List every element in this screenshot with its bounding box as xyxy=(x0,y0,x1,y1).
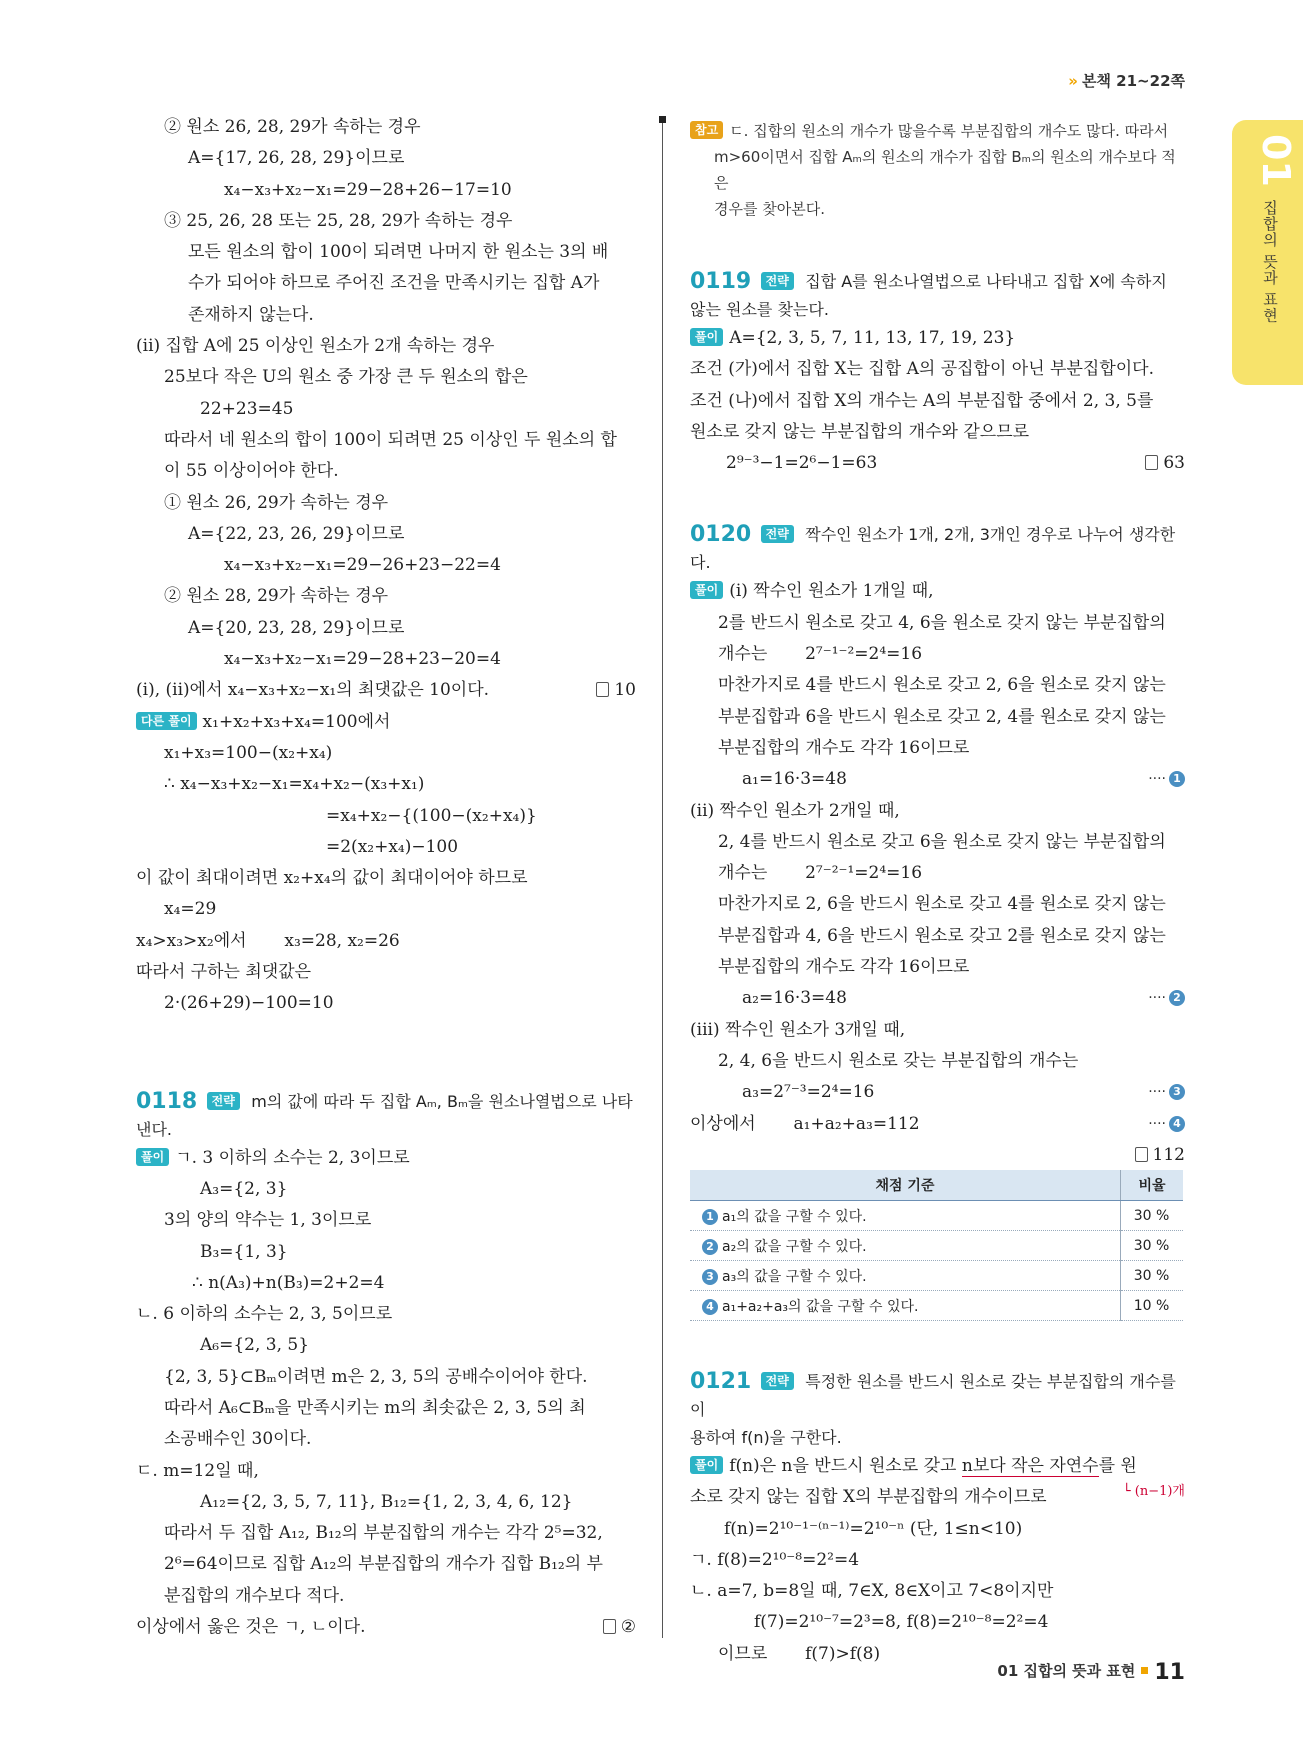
answer-mark xyxy=(1145,448,1185,479)
criteria-cell: 2 a₂의 값을 구할 수 있다. xyxy=(690,1231,1121,1261)
text-line: 따라서 두 집합 A₁₂, B₁₂의 부분집합의 개수는 각각 2⁵=32, xyxy=(164,1523,603,1544)
equation-line: x₄=29 xyxy=(164,899,217,920)
text-line: 수가 되어야 하므로 주어진 조건을 만족시키는 집합 A가 xyxy=(188,273,600,294)
text-line: 분집합의 개수보다 적다. xyxy=(164,1585,345,1606)
step-number-icon: 3 xyxy=(1169,1084,1185,1100)
text-line: (iii) 짝수인 원소가 3개일 때, xyxy=(690,1019,906,1040)
equation-line: =2(x₂+x₄)−100 xyxy=(326,836,459,857)
reference-badge: 참고 xyxy=(690,121,723,139)
grading-header-row xyxy=(690,1170,1183,1201)
criteria-cell: 1 a₁의 값을 구할 수 있다. xyxy=(690,1201,1121,1231)
equation-line xyxy=(690,983,1185,1014)
equation-line xyxy=(690,1077,1185,1108)
step-number-icon: 2 xyxy=(1169,990,1185,1006)
table-row xyxy=(690,1291,1183,1321)
text-line: 마찬가지로 4를 반드시 원소로 갖고 2, 6을 원소로 갖지 않는 xyxy=(718,675,1166,696)
text: ㄱ. 3 이하의 소수는 2, 3이므로 xyxy=(175,1147,410,1168)
problem-number: 0118 xyxy=(136,1088,198,1114)
text-line: A={17, 26, 28, 29}이므로 xyxy=(188,148,405,169)
footer-chapter: 01 집합의 뜻과 표현 xyxy=(997,1662,1136,1680)
strategy-text: 않는 원소를 찾는다. xyxy=(690,300,829,319)
equation-text: x₁+x₂+x₃+x₄=100에서 xyxy=(202,711,391,732)
text-line: A={22, 23, 26, 29}이므로 xyxy=(188,523,405,544)
equation-line: ∴ n(A₃)+n(B₃)=2+2=4 xyxy=(192,1272,385,1293)
text-line xyxy=(136,1612,636,1643)
text-line: 2, 4, 6을 반드시 원소로 갖는 부분집합의 개수는 xyxy=(718,1050,1079,1071)
answer-box-icon xyxy=(1145,455,1158,470)
text-line xyxy=(136,707,636,738)
equation-text: a₁=16·3=48 xyxy=(742,769,847,790)
equation-line: B₃={1, 3} xyxy=(200,1241,288,1262)
text-line: 따라서 A₆⊂Bₘ을 만족시키는 m의 최솟값은 2, 3, 5의 최 xyxy=(164,1397,586,1418)
text-line: 따라서 구하는 최댓값은 xyxy=(136,962,312,983)
strategy-badge: 전략 xyxy=(761,1372,794,1390)
text-line: 2, 4를 반드시 원소로 갖고 6을 원소로 갖지 않는 부분집합의 xyxy=(718,831,1166,852)
page-footer xyxy=(997,1660,1185,1685)
problem-number: 0121 xyxy=(690,1369,752,1394)
chapter-title: 집합의 뜻과 표현 xyxy=(1261,200,1279,324)
equation-line: f(7)=2¹⁰⁻⁷=2³=8, f(8)=2¹⁰⁻⁸=2²=4 xyxy=(754,1612,1049,1633)
criteria-cell: 3 a₃의 값을 구할 수 있다. xyxy=(690,1261,1121,1291)
text-line: 모든 원소의 합이 100이 되려면 나머지 한 원소는 3의 배 xyxy=(188,242,609,263)
text-line: 소공배수인 30이다. xyxy=(164,1429,312,1450)
strategy-text: m의 값에 따라 두 집합 Aₘ, Bₘ을 원소나열법으로 나타 xyxy=(251,1091,633,1111)
problem-number: 0119 xyxy=(690,269,752,294)
equation-line: A₆={2, 3, 5} xyxy=(200,1335,310,1356)
strategy-text: 집합 A를 원소나열법으로 나타내고 집합 X에 속하지 xyxy=(805,272,1167,291)
text-line: 부분집합의 개수도 각각 16이므로 xyxy=(718,737,970,758)
solution-badge: 풀이 xyxy=(690,1456,723,1474)
grading-header-ratio: 비율 xyxy=(1121,1170,1184,1201)
equation-text: a₂=16·3=48 xyxy=(742,988,847,1009)
strategy-text: 용하여 f(n)을 구한다. xyxy=(690,1428,842,1447)
equation-line: x₄−x₃+x₂−x₁=29−28+23−20=4 xyxy=(224,649,501,670)
text-line: 부분집합과 6을 반드시 원소로 갖고 2, 4를 원소로 갖지 않는 xyxy=(718,706,1166,727)
strategy-badge: 전략 xyxy=(761,525,794,543)
text-line: 조건 (나)에서 집합 X의 개수는 A의 부분집합 중에서 2, 3, 5를 xyxy=(690,390,1154,411)
ratio-cell: 30 % xyxy=(1121,1201,1184,1231)
step-number-icon: 1 xyxy=(1169,771,1185,787)
text-line: 이므로 f(7)>f(8) xyxy=(718,1643,881,1664)
step-number-icon: 3 xyxy=(702,1269,718,1285)
table-row xyxy=(690,1201,1183,1231)
reference-text: ㄷ. 집합의 원소의 개수가 많을수록 부분집합의 개수도 많다. 따라서 xyxy=(729,122,1169,140)
text-line: 개수는 2⁷⁻¹⁻²=2⁴=16 xyxy=(718,644,923,665)
text-line: ㄴ. 6 이하의 소수는 2, 3, 5이므로 xyxy=(136,1304,393,1325)
strategy-badge: 전략 xyxy=(207,1092,240,1110)
left-column xyxy=(136,112,636,1643)
text-line: 이 값이 최대이려면 x₂+x₄의 값이 최대이어야 하므로 xyxy=(136,868,528,889)
problem-0120-header xyxy=(690,521,1185,549)
problem-0121-header xyxy=(690,1368,1185,1424)
strategy-text: 특정한 원소를 반드시 원소로 갖는 부분집합의 개수를 이 xyxy=(690,1372,1176,1419)
equation-line: A₃={2, 3} xyxy=(200,1178,288,1199)
right-column xyxy=(690,118,1185,1171)
answer-value: 112 xyxy=(1152,1144,1185,1165)
reference-text: m>60이면서 집합 Aₘ의 원소의 개수가 집합 Bₘ의 원소의 개수보다 적은 xyxy=(714,148,1176,192)
annotation-note: └ (n−1)개 xyxy=(1122,1484,1185,1500)
text-line: ① 원소 26, 29가 속하는 경우 xyxy=(164,492,389,513)
text-line: ㄱ. f(8)=2¹⁰⁻⁸=2²=4 xyxy=(690,1549,860,1570)
answer-box-icon xyxy=(603,1619,616,1634)
answer-mark xyxy=(1135,1140,1185,1171)
conclusion-text: (i), (ii)에서 x₄−x₃+x₂−x₁의 최댓값은 10이다. xyxy=(136,680,490,701)
answer-mark xyxy=(596,675,636,706)
ratio-cell: 30 % xyxy=(1121,1261,1184,1291)
text-line: {2, 3, 5}⊂Bₘ이려면 m은 2, 3, 5의 공배수이어야 한다. xyxy=(164,1366,588,1387)
underlined-phrase: n보다 작은 자연수 xyxy=(961,1456,1099,1476)
step-marker: ···· 3 xyxy=(1148,1077,1185,1108)
text-line: 소로 갖지 않는 집합 X의 부분집합의 개수이므로 └ (n−1)개 xyxy=(690,1482,1185,1513)
equation-line: 2·(26+29)−100=10 xyxy=(164,993,334,1014)
text-line: 조건 (가)에서 집합 X는 집합 A의 공집합이 아닌 부분집합이다. xyxy=(690,359,1154,380)
text-line: A={20, 23, 28, 29}이므로 xyxy=(188,617,405,638)
text-line: (ii) 짝수인 원소가 2개일 때, xyxy=(690,800,900,821)
step-number-icon: 2 xyxy=(702,1239,718,1255)
equation-text: a₃=2⁷⁻³=2⁴=16 xyxy=(742,1082,875,1103)
text-line: 2⁶=64이므로 집합 A₁₂의 부분집합의 개수가 집합 B₁₂의 부 xyxy=(164,1554,603,1575)
table-row xyxy=(690,1231,1183,1261)
text-line: 25보다 작은 U의 원소 중 가장 큰 두 원소의 합은 xyxy=(164,367,528,388)
equation-line xyxy=(690,764,1185,795)
equation-text: A={2, 3, 5, 7, 11, 13, 17, 19, 23} xyxy=(729,328,1016,348)
text-line: 따라서 네 원소의 합이 100이 되려면 25 이상인 두 원소의 합 xyxy=(164,429,617,450)
chapter-number: 01 xyxy=(1254,134,1298,187)
solution-badge: 풀이 xyxy=(690,581,723,599)
page-number: 11 xyxy=(1154,1660,1185,1685)
strategy-text: 다. xyxy=(690,553,711,573)
equation-line: =x₄+x₂−{(100−(x₂+x₄)} xyxy=(326,805,537,826)
text-line: 풀이 f(n)은 n을 반드시 원소로 갖고 n보다 작은 자연수를 원 xyxy=(690,1451,1185,1482)
column-divider xyxy=(662,118,663,1638)
step-number-icon: 4 xyxy=(702,1299,718,1315)
problem-0121 xyxy=(690,1362,1185,1670)
equation-text: 2⁹⁻³−1=2⁶−1=63 xyxy=(726,453,878,474)
page-reference xyxy=(1068,70,1185,91)
problem-number: 0120 xyxy=(690,522,752,548)
table-row xyxy=(690,1261,1183,1291)
grading-header-criteria: 채점 기준 xyxy=(690,1170,1121,1201)
text-line: 2를 반드시 원소로 갖고 4, 6을 원소로 갖지 않는 부분집합의 xyxy=(718,612,1166,633)
text-line: 존재하지 않는다. xyxy=(188,304,314,325)
criteria-cell: 4 a₁+a₂+a₃의 값을 구할 수 있다. xyxy=(690,1291,1121,1321)
step-number-icon: 4 xyxy=(1169,1116,1185,1132)
text-line: 마찬가지로 2, 6을 반드시 원소로 갖고 4를 원소로 갖지 않는 xyxy=(718,894,1166,915)
step-marker: ···· 4 xyxy=(1148,1109,1185,1140)
strategy-text: 짝수인 원소가 1개, 2개, 3개인 경우로 나누어 생각한 xyxy=(805,525,1176,545)
text: (i) 짝수인 원소가 1개일 때, xyxy=(729,581,934,602)
equation-line: x₁+x₃=100−(x₂+x₄) xyxy=(164,742,333,763)
text-line: 부분집합의 개수도 각각 16이므로 xyxy=(718,957,970,978)
solution-badge: 풀이 xyxy=(136,1148,169,1166)
chapter-side-tab xyxy=(1232,120,1303,385)
text-line: 개수는 2⁷⁻²⁻¹=2⁴=16 xyxy=(718,863,923,884)
problem-0118-header xyxy=(136,1088,636,1116)
text-line: ② 원소 28, 29가 속하는 경우 xyxy=(164,586,389,607)
answer-mark xyxy=(603,1612,636,1643)
answer-value: 63 xyxy=(1163,453,1185,474)
text-line: 이 55 이상이어야 한다. xyxy=(164,461,339,482)
conclusion-text: 이상에서 옳은 것은 ㄱ, ㄴ이다. xyxy=(136,1617,366,1638)
text-line xyxy=(690,576,1185,607)
equation-line: 22+23=45 xyxy=(200,398,294,419)
equation-line: f(n)=2¹⁰⁻¹⁻⁽ⁿ⁻¹⁾=2¹⁰⁻ⁿ (단, 1≤n<10) xyxy=(724,1518,1023,1539)
text-line: ③ 25, 26, 28 또는 25, 28, 29가 속하는 경우 xyxy=(164,210,513,231)
equation-text: 이상에서 a₁+a₂+a₃=112 xyxy=(690,1113,920,1134)
solution-badge: 풀이 xyxy=(690,328,723,346)
reference-note xyxy=(690,118,1185,222)
text-line: ㄷ. m=12일 때, xyxy=(136,1460,259,1481)
double-chevron-icon: » xyxy=(1068,72,1078,90)
text-line: ㄴ. a=7, b=8일 때, 7∈X, 8∈X이고 7<8이지만 xyxy=(690,1581,1054,1602)
text-line xyxy=(136,675,636,706)
alt-solution-badge: 다른 풀이 xyxy=(136,712,197,730)
strategy-text: 낸다. xyxy=(136,1119,172,1139)
text-line xyxy=(690,323,1185,354)
equation-line: x₄>x₃>x₂에서 x₃=28, x₂=26 xyxy=(136,930,400,951)
text-line: (ii) 집합 A에 25 이상인 원소가 2개 속하는 경우 xyxy=(136,336,495,357)
text-line: 원소로 갖지 않는 부분집합의 개수와 같으므로 xyxy=(690,421,1030,442)
problem-0119-header xyxy=(690,268,1185,296)
text-line xyxy=(690,448,1185,479)
answer-box-icon xyxy=(1135,1147,1148,1162)
column-divider-mark xyxy=(659,116,666,123)
text-line: 3의 양의 약수는 1, 3이므로 xyxy=(164,1210,372,1231)
strategy-badge: 전략 xyxy=(761,272,794,290)
ratio-cell: 30 % xyxy=(1121,1231,1184,1261)
step-marker: ···· 1 xyxy=(1148,764,1185,795)
text-line xyxy=(136,1143,636,1174)
page-reference-text: 본책 21~22쪽 xyxy=(1081,72,1185,90)
answer-value: ② xyxy=(620,1617,636,1638)
equation-line xyxy=(690,1109,1185,1140)
reference-text: 경우를 찾아본다. xyxy=(714,200,825,218)
text-line: ② 원소 26, 28, 29가 속하는 경우 xyxy=(164,117,421,137)
answer-line xyxy=(690,1140,1185,1171)
equation-line: A₁₂={2, 3, 5, 7, 11}, B₁₂={1, 2, 3, 4, 6, 12} xyxy=(200,1491,573,1512)
equation-line: x₄−x₃+x₂−x₁=29−28+26−17=10 xyxy=(224,179,512,200)
equation-line: x₄−x₃+x₂−x₁=29−26+23−22=4 xyxy=(224,555,501,576)
answer-value: 10 xyxy=(614,680,636,701)
text-line: 부분집합과 4, 6을 반드시 원소로 갖고 2를 원소로 갖지 않는 xyxy=(718,925,1166,946)
ratio-cell: 10 % xyxy=(1121,1291,1184,1321)
step-marker: ···· 2 xyxy=(1148,983,1185,1014)
equation-line: ∴ x₄−x₃+x₂−x₁=x₄+x₂−(x₃+x₁) xyxy=(164,774,425,795)
step-number-icon: 1 xyxy=(702,1209,718,1225)
answer-box-icon xyxy=(596,682,609,697)
footer-square-icon xyxy=(1141,1667,1148,1674)
grading-table xyxy=(690,1170,1183,1321)
